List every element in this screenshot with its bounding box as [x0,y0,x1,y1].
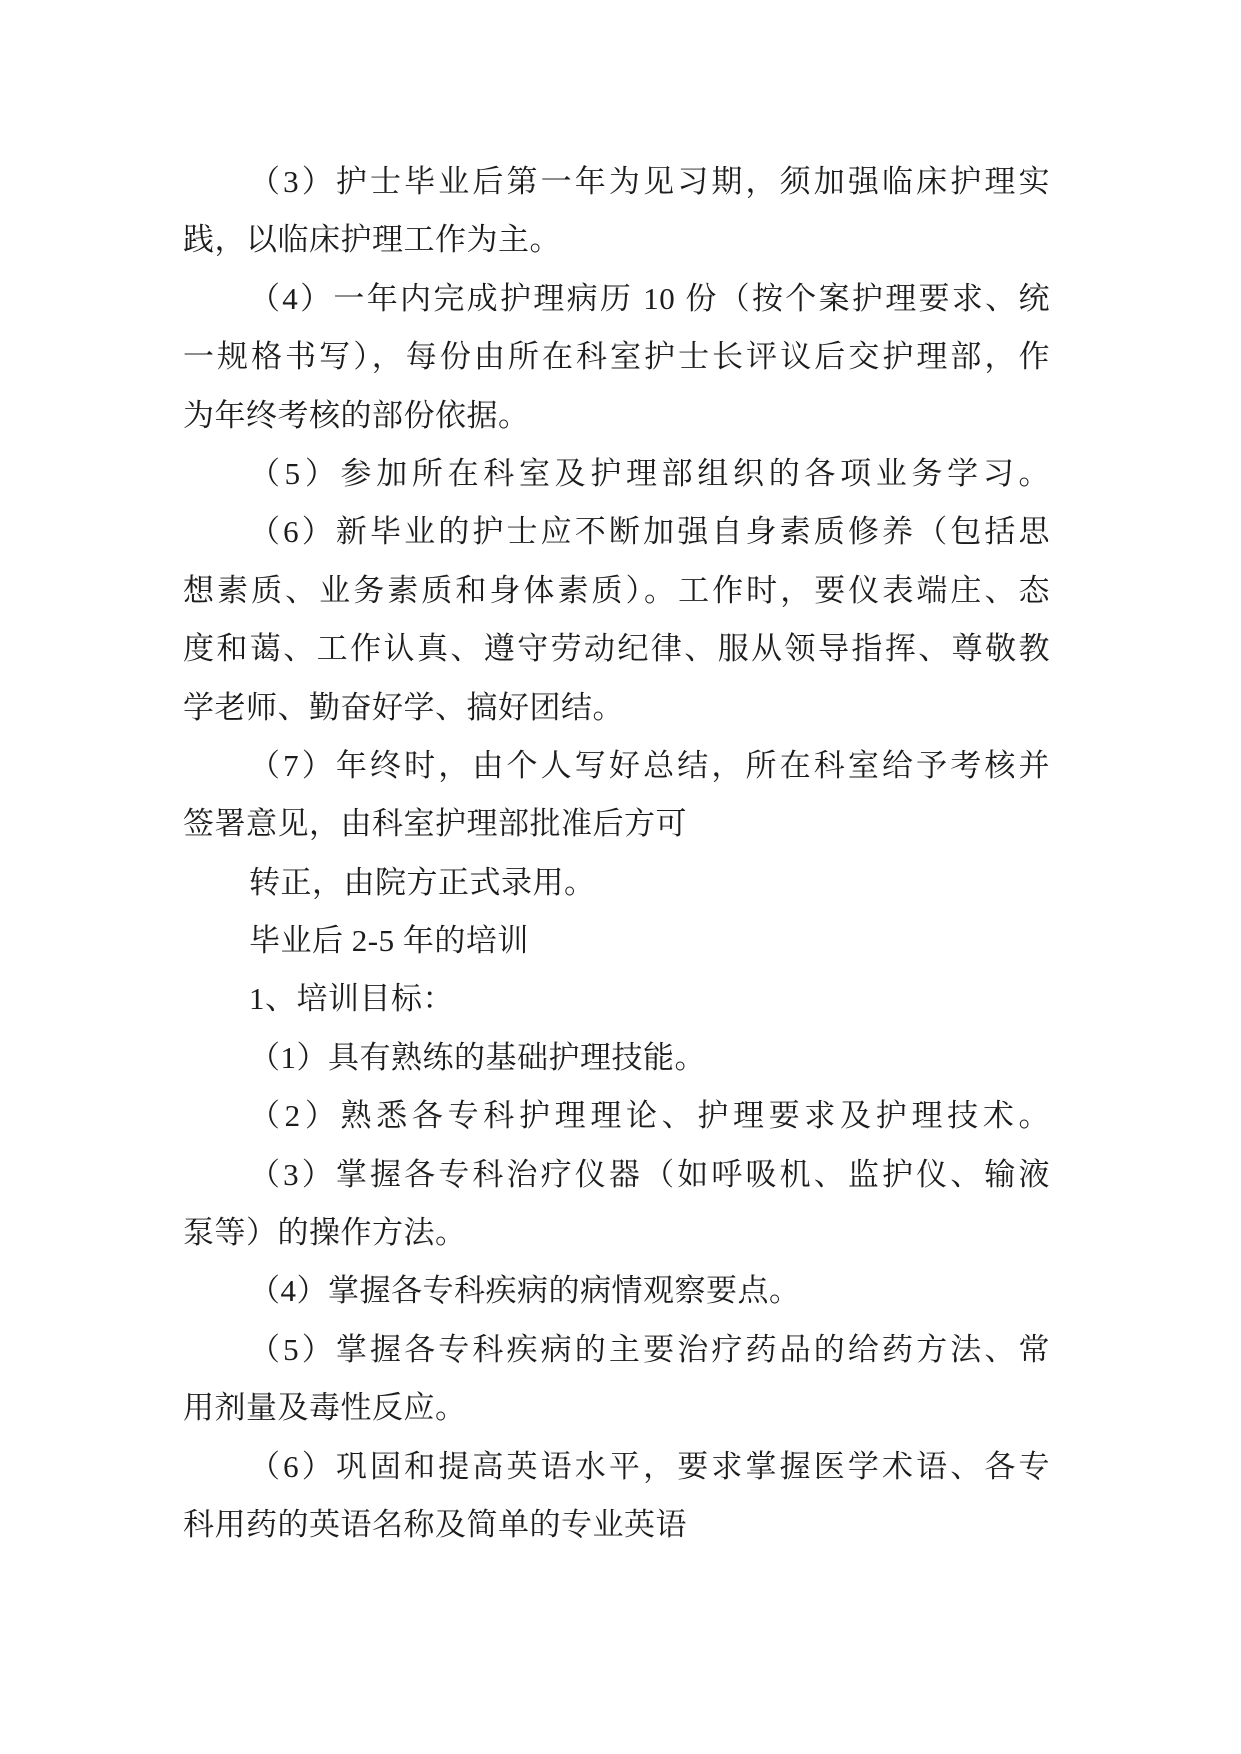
text-line: （5）参加所在科室及护理部组织的各项业务学习。 [249,455,1050,491]
text-line: （6）巩固和提高英语水平，要求掌握医学术语、各专 [249,1448,1050,1484]
text-line: （4）掌握各专科疾病的病情观察要点。 [249,1273,801,1309]
text-line: （1）具有熟练的基础护理技能。 [249,1039,706,1075]
text-line: 学老师、勤奋好学、搞好团结。 [183,689,624,725]
text-line: 践，以临床护理工作为主。 [183,222,561,258]
text-line: 度和蔼、工作认真、遵守劳动纪律、服从领导指挥、尊敬教 [183,631,1050,667]
text-line: （5）掌握各专科疾病的主要治疗药品的给药方法、常 [249,1331,1050,1367]
document-body [183,153,1050,1554]
text-line: （2）熟悉各专科护理理论、护理要求及护理技术。 [249,1098,1050,1134]
text-line: 转正，由院方正式录用。 [249,864,596,900]
text-line: （3）掌握各专科治疗仪器（如呼吸机、监护仪、输液 [249,1156,1050,1192]
text-line: 科用药的英语名称及简单的专业英语 [183,1506,687,1542]
text-line: 想素质、业务素质和身体素质）。工作时，要仪表端庄、态 [183,572,1050,608]
text-line: 签署意见，由科室护理部批准后方可 [183,806,687,842]
text-line: 毕业后 2-5 年的培训 [249,923,529,959]
text-line: 为年终考核的部份依据。 [183,397,530,433]
text-line: （3）护士毕业后第一年为见习期，须加强临床护理实 [249,164,1050,199]
text-line: （7）年终时，由个人写好总结，所在科室给予考核并 [249,747,1050,783]
text-line: （4）一年内完成护理病历 10 份（按个案护理要求、统 [249,280,1050,316]
text-line: 1、培训目标： [249,981,454,1017]
text-line: 用剂量及毒性反应。 [183,1390,467,1426]
text-line: 泵等）的操作方法。 [183,1215,467,1251]
text-line: 一规格书写），每份由所在科室护士长评议后交护理部，作 [183,339,1050,375]
text-line: （6）新毕业的护士应不断加强自身素质修养（包括思 [249,514,1050,550]
